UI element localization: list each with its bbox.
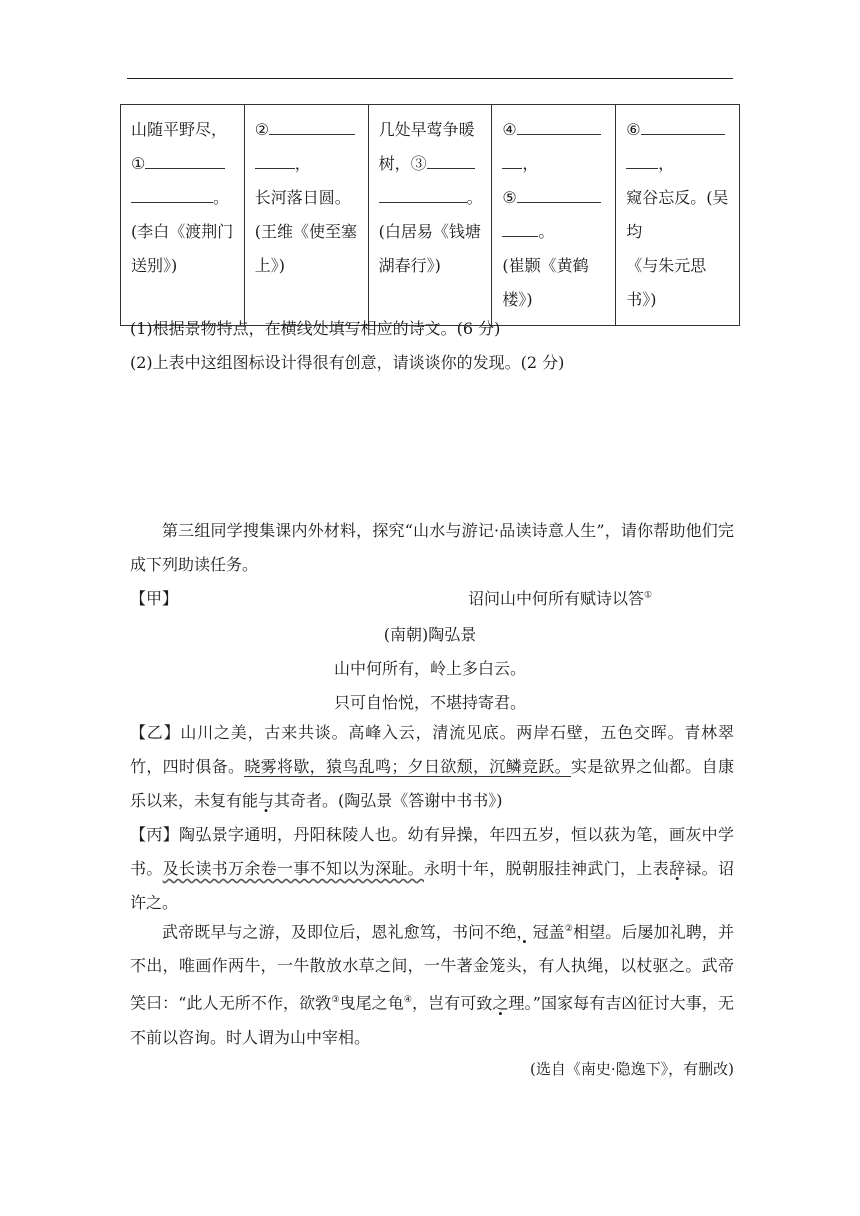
jia-author: (南朝)陶弘景 xyxy=(383,625,477,644)
poem-cell-3: 几处早莺争暖 树，③ 。 (白居易《钱塘湖春行》) xyxy=(368,105,492,326)
bing-source: (选自《南史·隐逸下》，有删改) xyxy=(530,1060,734,1078)
answer-blank-2[interactable] xyxy=(269,114,355,135)
poem-cell-5: ⑥ ， 窥谷忘反。(吴均 《与朱元思书》) xyxy=(616,105,740,326)
poem-cell-2: ② ， 长河落日圆。 (王维《使至塞上》) xyxy=(244,105,368,326)
jia-label: 【甲】 xyxy=(130,589,179,608)
poem-table xyxy=(120,104,740,326)
answer-blank-5[interactable] xyxy=(517,182,601,203)
yi-dotted-char: 与 xyxy=(258,791,275,810)
yi-passage: 【乙】山川之美，古来共谈。高峰入云，清流见底。两岸石壁，五色交晖。青林翠竹，四时俱备。晓雾将歇，猿鸟乱鸣；夕日欲颓，沉鳞竞跃。实是欲界之仙都。自康乐以来，未复有能与其奇者。(陶弘景《答谢中书书》) xyxy=(130,723,734,810)
answer-blank-6b[interactable] xyxy=(626,148,658,169)
bing-dotted-char-ci: 辞 xyxy=(668,859,686,878)
answer-blank-3[interactable] xyxy=(427,148,475,169)
yi-underlined-sentence: 晓雾将歇，猿鸟乱鸣；夕日欲颓，沉鳞竞跃。 xyxy=(244,757,571,776)
poem-cell-4: ④ ， ⑤ 。 (崔颢《黄鹤楼》) xyxy=(492,105,616,326)
answer-blank-2b[interactable] xyxy=(255,148,295,169)
bing-wavy-sentence: 及长读书万余卷一事不知以为深耻。 xyxy=(162,859,424,878)
intro-paragraph: 第三组同学搜集课内外材料，探究“山水与游记·品读诗意人生”，请你帮助他们完成下列助读任务。 xyxy=(130,521,734,574)
answer-blank-6[interactable] xyxy=(641,114,725,135)
answer-blank-4[interactable] xyxy=(517,114,601,135)
answer-blank-1b[interactable] xyxy=(131,182,213,203)
answer-blank-5b[interactable] xyxy=(502,216,538,237)
question-1: (1)根据景物特点，在横线处填写相应的诗文。(6 分) xyxy=(130,319,501,338)
answer-blank-4b[interactable] xyxy=(502,148,522,169)
jia-title: 诏问山中何所有赋诗以答① xyxy=(468,589,653,608)
bing-paragraph-1: 【丙】陶弘景字通明，丹阳秣陵人也。幼有异操，年四五岁，恒以荻为笔，画灰中学书。及长读书万余卷一事不知以为深耻。永明十年，脱朝服挂神武门，上表辞禄。诏许之。 xyxy=(130,825,734,912)
bing-paragraph-2: 武帝既早与之游，及即位后，恩礼愈笃，书问不绝，冠盖②相望。后屡加礼聘，并不出，唯画作两牛，一牛散放水草之间，一牛著金笼头，有人执绳，以杖驱之。武帝笑曰：“此人无所不作，欲敩③曳尾之龟④，岂有可致之理。”国家每有吉凶征讨大事，无不前以咨询。时人谓为山中宰相。 xyxy=(130,922,734,1047)
jia-line-2: 只可自怡悦，不堪持寄君。 xyxy=(333,693,526,712)
question-2: (2)上表中这组图标设计得很有创意，请谈谈你的发现。(2 分) xyxy=(130,353,565,372)
answer-blank-1[interactable] xyxy=(145,148,225,169)
bing-dotted-char-zhi: 致 xyxy=(476,993,493,1013)
bing-dotted-char-jue: 绝 xyxy=(500,922,517,942)
header-rule xyxy=(127,78,733,79)
jia-line-1: 山中何所有，岭上多白云。 xyxy=(333,659,526,678)
poem-cell-1: 山随平野尽， ① 。 (李白《渡荆门送别》) xyxy=(121,105,245,326)
answer-blank-3b[interactable] xyxy=(379,182,467,203)
